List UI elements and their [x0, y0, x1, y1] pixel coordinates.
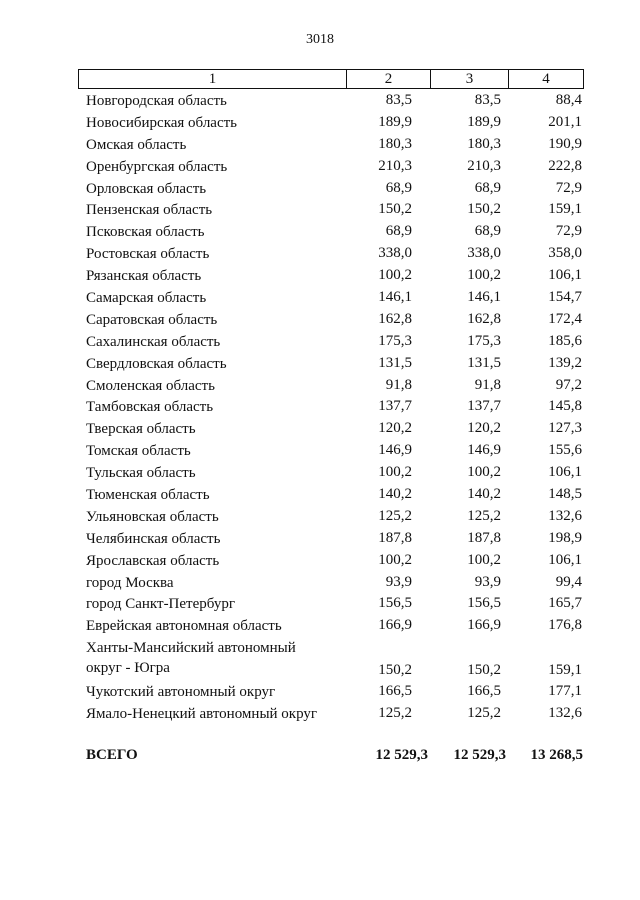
row-name: Еврейская автономная область — [86, 618, 282, 635]
header-cell-1: 1 — [79, 70, 347, 88]
table-row — [0, 572, 640, 594]
row-value-col2: 180,3 — [378, 135, 412, 152]
table-row — [0, 134, 640, 156]
row-value-col4: 159,1 — [548, 201, 582, 218]
row-value-col4: 190,9 — [548, 135, 582, 152]
row-value-col3: 68,9 — [474, 179, 501, 196]
table-row — [0, 243, 640, 265]
row-value-col2: 131,5 — [378, 354, 412, 371]
table-row — [0, 484, 640, 506]
header-cell-4: 4 — [542, 70, 550, 87]
row-name: Томская область — [86, 443, 191, 460]
row-name: город Санкт-Петербург — [86, 596, 235, 613]
row-name: город Москва — [86, 574, 174, 591]
row-value-col2: 91,8 — [385, 376, 412, 393]
table-row — [0, 287, 640, 309]
page-number: 3018 — [306, 32, 334, 47]
row-value-col2: 68,9 — [385, 223, 412, 240]
row-value-col2: 100,2 — [378, 267, 412, 284]
row-value-col4: 154,7 — [548, 289, 582, 306]
table-row — [0, 90, 640, 112]
row-name: Псковская область — [86, 224, 205, 241]
row-value-col4: 172,4 — [548, 310, 582, 327]
table-row — [0, 440, 640, 462]
row-value-col3: 150,2 — [467, 662, 501, 679]
table-row — [0, 703, 640, 725]
row-value-col4: 201,1 — [548, 113, 582, 130]
row-name: Свердловская область — [86, 355, 227, 372]
row-value-col2: 125,2 — [378, 507, 412, 524]
row-value-col4: 222,8 — [548, 157, 582, 174]
row-value-col3: 100,2 — [467, 267, 501, 284]
total-label: ВСЕГО — [86, 747, 138, 763]
row-value-col3: 137,7 — [467, 398, 501, 415]
row-value-col3: 131,5 — [467, 354, 501, 371]
row-value-col3: 150,2 — [467, 201, 501, 218]
row-value-col4: 72,9 — [555, 179, 582, 196]
table-row — [0, 112, 640, 134]
row-value-col2: 210,3 — [378, 157, 412, 174]
row-value-col3: 100,2 — [467, 551, 501, 568]
table-row — [0, 331, 640, 353]
row-value-col4: 358,0 — [548, 245, 582, 262]
row-value-col4: 106,1 — [548, 464, 582, 481]
table-row — [0, 265, 640, 287]
row-value-col3: 180,3 — [467, 135, 501, 152]
row-value-col3: 68,9 — [474, 223, 501, 240]
row-value-col4: 177,1 — [548, 683, 582, 700]
row-value-col4: 132,6 — [548, 705, 582, 722]
row-name: Рязанская область — [86, 268, 202, 285]
row-name: Саратовская область — [86, 311, 218, 328]
row-value-col3: 187,8 — [467, 529, 501, 546]
row-value-col4: 148,5 — [548, 486, 582, 503]
row-value-col2: 187,8 — [378, 529, 412, 546]
total-value-col2: 12 529,3 — [375, 747, 428, 763]
row-value-col4: 97,2 — [555, 376, 582, 393]
row-value-col2: 162,8 — [378, 310, 412, 327]
row-name: Тамбовская область — [86, 399, 214, 416]
table-row — [0, 550, 640, 572]
row-name: Ямало-Ненецкий автономный округ — [86, 706, 318, 723]
header-cell-3: 3 — [431, 70, 509, 88]
row-name: Омская область — [86, 136, 187, 153]
table-row — [0, 156, 640, 178]
row-value-col2: 100,2 — [378, 551, 412, 568]
header-cell-2: 2 — [347, 70, 431, 88]
table-row — [0, 528, 640, 550]
row-value-col2: 137,7 — [378, 398, 412, 415]
table-row — [0, 178, 640, 200]
row-value-col2: 156,5 — [378, 595, 412, 612]
row-value-col2: 120,2 — [378, 420, 412, 437]
row-value-col3: 125,2 — [467, 507, 501, 524]
row-name: Ханты-Мансийский автономный округ - Югра — [86, 640, 296, 677]
row-value-col3: 120,2 — [467, 420, 501, 437]
table-row — [0, 681, 640, 703]
row-value-col3: 162,8 — [467, 310, 501, 327]
table-row — [0, 462, 640, 484]
row-value-col2: 166,9 — [378, 617, 412, 634]
row-value-col4: 155,6 — [548, 442, 582, 459]
table-row — [0, 593, 640, 615]
row-name: Тульская область — [86, 465, 196, 482]
table-row — [0, 506, 640, 528]
row-name: Чукотский автономный округ — [86, 684, 276, 701]
row-value-col3: 93,9 — [474, 573, 501, 590]
row-value-col2: 93,9 — [385, 573, 412, 590]
row-value-col4: 106,1 — [548, 551, 582, 568]
row-value-col2: 83,5 — [385, 92, 412, 108]
row-value-col4: 198,9 — [548, 529, 582, 546]
table-row — [0, 353, 640, 375]
row-name: Орловская область — [86, 180, 207, 197]
row-value-col2: 100,2 — [378, 464, 412, 481]
row-value-col4: 159,1 — [548, 662, 582, 679]
row-name: Пензенская область — [86, 202, 213, 219]
row-name: Челябинская область — [86, 530, 221, 547]
table-header-row — [78, 69, 584, 89]
row-value-col3: 166,5 — [467, 683, 501, 700]
row-value-col3: 125,2 — [467, 705, 501, 722]
row-name: Смоленская область — [86, 377, 215, 394]
row-value-col3: 189,9 — [467, 113, 501, 130]
table-row — [0, 615, 640, 637]
row-value-col2: 140,2 — [378, 486, 412, 503]
row-value-col2: 338,0 — [378, 245, 412, 262]
row-value-col4: 127,3 — [548, 420, 582, 437]
row-name: Ярославская область — [86, 552, 220, 569]
table-row — [0, 309, 640, 331]
row-value-col4: 145,8 — [548, 398, 582, 415]
row-value-col3: 100,2 — [467, 464, 501, 481]
row-name: Тюменская область — [86, 487, 210, 504]
table-row — [0, 199, 640, 221]
row-value-col4: 132,6 — [548, 507, 582, 524]
row-value-col3: 146,1 — [467, 289, 501, 306]
row-value-col2: 175,3 — [378, 332, 412, 349]
row-value-col4: 99,4 — [555, 573, 582, 590]
row-value-col2: 189,9 — [378, 113, 412, 130]
row-value-col3: 146,9 — [467, 442, 501, 459]
total-value-col4: 13 268,5 — [530, 747, 583, 763]
row-value-col3: 83,5 — [474, 92, 501, 108]
row-value-col4: 72,9 — [555, 223, 582, 240]
table-row — [0, 418, 640, 440]
row-value-col2: 150,2 — [378, 201, 412, 218]
row-name: Самарская область — [86, 290, 207, 307]
row-value-col4: 106,1 — [548, 267, 582, 284]
row-name: Сахалинская область — [86, 333, 221, 350]
row-value-col2: 166,5 — [378, 683, 412, 700]
row-value-col4: 88,4 — [555, 92, 582, 108]
row-value-col4: 176,8 — [548, 617, 582, 634]
table-row — [0, 375, 640, 397]
row-name: Новосибирская область — [86, 114, 238, 131]
table-body — [0, 90, 640, 725]
row-value-col2: 150,2 — [378, 662, 412, 679]
table-row — [0, 637, 640, 681]
row-name: Ульяновская область — [86, 508, 219, 525]
row-value-col3: 91,8 — [474, 376, 501, 393]
table-row — [0, 221, 640, 243]
row-value-col2: 146,9 — [378, 442, 412, 459]
row-value-col4: 165,7 — [548, 595, 582, 612]
row-value-col3: 140,2 — [467, 486, 501, 503]
table-row — [0, 396, 640, 418]
row-value-col3: 210,3 — [467, 157, 501, 174]
row-value-col4: 139,2 — [548, 354, 582, 371]
row-name: Ростовская область — [86, 246, 210, 263]
total-row — [0, 744, 640, 766]
row-name: Тверская область — [86, 421, 196, 438]
row-value-col3: 156,5 — [467, 595, 501, 612]
row-value-col3: 338,0 — [467, 245, 501, 262]
row-value-col2: 146,1 — [378, 289, 412, 306]
row-value-col2: 125,2 — [378, 705, 412, 722]
row-name: Оренбургская область — [86, 158, 228, 175]
row-value-col3: 166,9 — [467, 617, 501, 634]
total-value-col3: 12 529,3 — [453, 747, 506, 763]
row-name: Новгородская область — [86, 93, 227, 109]
row-value-col2: 68,9 — [385, 179, 412, 196]
row-value-col4: 185,6 — [548, 332, 582, 349]
row-value-col3: 175,3 — [467, 332, 501, 349]
